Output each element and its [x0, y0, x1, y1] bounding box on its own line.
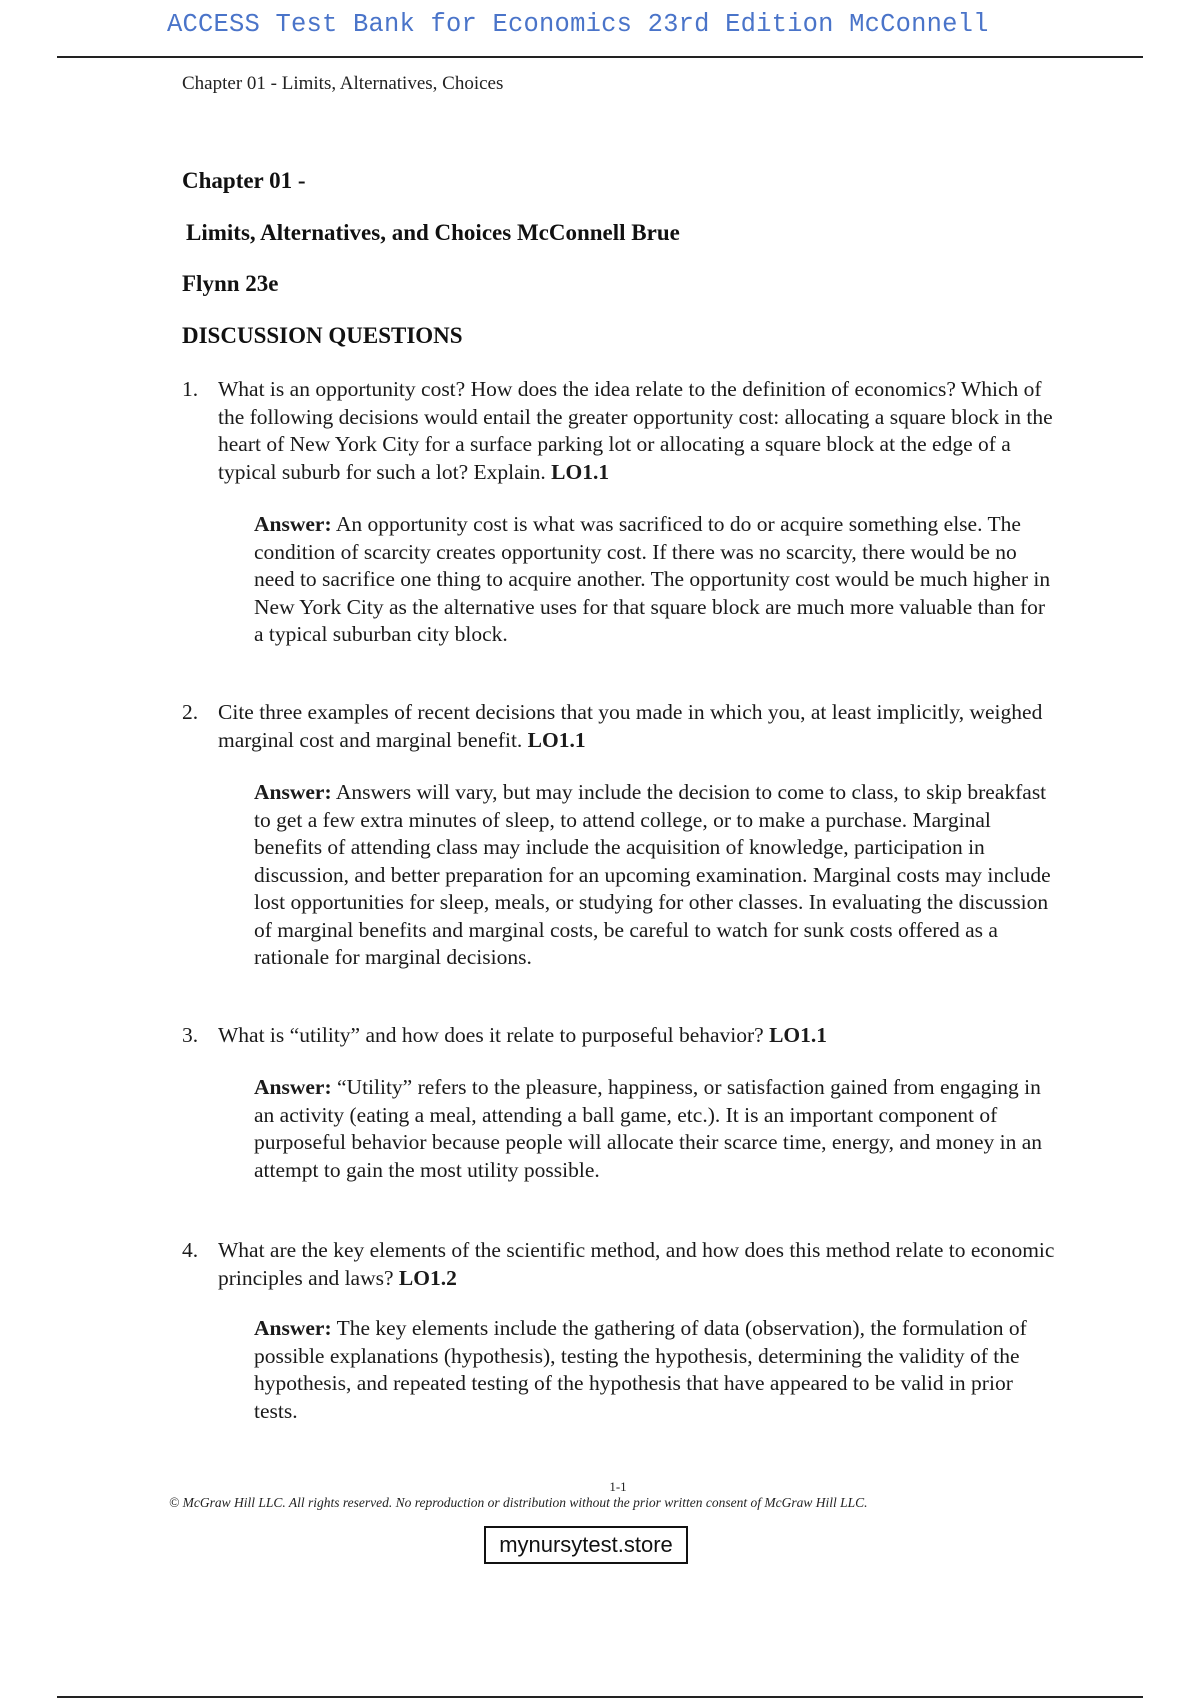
- answer-label: Answer:: [254, 1316, 332, 1340]
- question-number: 2.: [182, 700, 199, 724]
- learning-objective: LO1.1: [527, 727, 586, 752]
- answer-text: An opportunity cost is what was sacrificed to do or acquire something else. The condition of scarcity creates opportunity cost. If there was no scarcity, there would be no need to sacrifice one thing to acquire another. The opportunity cost would be much higher in New York City as the alternative uses for that square block are much more valuable than for a typical suburban city block.: [254, 512, 1051, 646]
- learning-objective: LO1.1: [551, 459, 610, 484]
- question-text: What is an opportunity cost? How does the idea relate to the definition of economics? Which of the following decisions would entail the greater opportunity cost: allocating a square block in the heart of New York City for a surface parking lot or allocating a square block at the edge of a typical suburb for such a lot? Explain. LO1.1: [218, 377, 1053, 484]
- authors-heading: Flynn 23e: [182, 271, 279, 296]
- question-2: [182, 699, 1062, 754]
- answer-1: [254, 511, 1054, 649]
- bottom-rule: [57, 1696, 1143, 1698]
- answer-label: Answer:: [254, 1075, 332, 1099]
- page-banner: [0, 10, 1200, 44]
- answer-text: “Utility” refers to the pleasure, happiness, or satisfaction gained from engaging in an activity (eating a meal, attending a ball game, etc.). It is an important component of purposeful behavior because people will allocate their scarce time, energy, and money in an attempt to gain the most utility possible.: [254, 1075, 1043, 1182]
- question-3: [182, 1022, 1062, 1050]
- answer-label: Answer:: [254, 512, 332, 536]
- chapter-subtitle: Limits, Alternatives, and Choices McConnell Brue: [186, 220, 680, 245]
- running-head: Chapter 01 - Limits, Alternatives, Choices: [182, 73, 504, 94]
- watermark-link[interactable]: mynursytest.store: [484, 1526, 688, 1564]
- copyright-notice: © McGraw Hill LLC. All rights reserved. No reproduction or distribution without the prior written consent of McGraw Hill LLC.: [169, 1495, 868, 1510]
- answer-3: [254, 1074, 1054, 1184]
- answer-label: Answer:: [254, 780, 332, 804]
- learning-objective: LO1.1: [769, 1023, 828, 1047]
- page-number: 1-1: [609, 1479, 627, 1494]
- question-text: What is “utility” and how does it relate to purposeful behavior? LO1.1: [218, 1023, 828, 1047]
- answer-4: [254, 1315, 1054, 1425]
- top-rule: [57, 56, 1143, 58]
- answer-text: The key elements include the gathering of data (observation), the formulation of possible explanations (hypothesis), testing the hypothesis, determining the validity of the hypothesis, and repeated testing of the hypothesis that have appeared to be valid in prior tests.: [254, 1316, 1027, 1423]
- answer-2: [254, 779, 1054, 972]
- question-1: [182, 376, 1062, 486]
- question-number: 3.: [182, 1023, 199, 1047]
- question-text: Cite three examples of recent decisions that you made in which you, at least implicitly, weighed marginal cost and marginal benefit. LO1.1: [218, 700, 1043, 752]
- answer-text: Answers will vary, but may include the decision to come to class, to skip breakfast to get a few extra minutes of sleep, to attend college, or to make a purchase. Marginal benefits of attending class may include the acquisition of knowledge, participation in discussion, and better preparation for an upcoming examination. Marginal costs may include lost opportunities for sleep, meals, or studying for other classes. In evaluating the discussion of marginal benefits and marginal costs, be careful to watch for sunk costs offered as a rationale for marginal decisions.: [254, 780, 1051, 969]
- question-number: 4.: [182, 1238, 199, 1262]
- banner-title: ACCESS Test Bank for Economics 23rd Edition McConnell: [167, 10, 989, 39]
- learning-objective: LO1.2: [398, 1265, 457, 1290]
- section-heading: DISCUSSION QUESTIONS: [182, 323, 463, 348]
- chapter-heading: Chapter 01 -: [182, 168, 306, 193]
- question-text: What are the key elements of the scientific method, and how does this method relate to economic principles and laws? LO1.2: [218, 1238, 1055, 1290]
- question-4: [182, 1237, 1062, 1292]
- question-number: 1.: [182, 377, 199, 401]
